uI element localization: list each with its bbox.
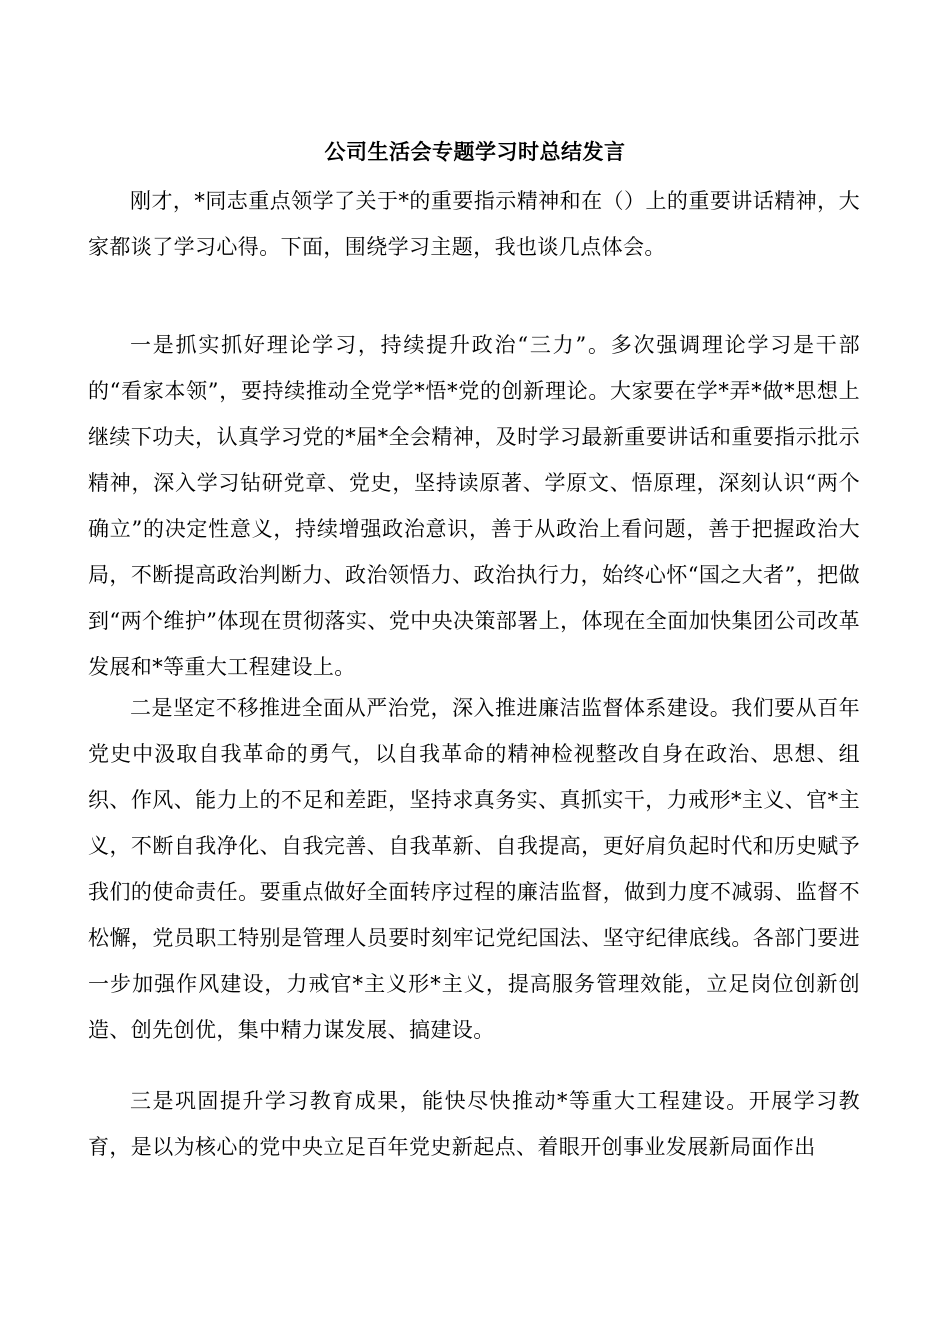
paragraph-point-one: 一是抓实抓好理论学习，持续提升政治“三力”。多次强调理论学习是干部的“看家本领”，要持续推动全党学*悟*党的创新理论。大家要在学*弄*做*思想上继续下功夫，认真学习党的*届*全会精神，及时学习最新重要讲话和重要指示批示精神，深入学习钻研党章、党史，坚持读原著、学原文、悟原理，深刻认识“两个确立”的决定性意义，持续增强政治意识，善于从政治上看问题，善于把握政治大局，不断提高政治判断力、政治领悟力、政治执行力，始终心怀“国之大者”，把做到“两个维护”体现在贯彻落实、党中央决策部署上，体现在全面加快集团公司改革发展和*等重大工程建设上。 bbox=[88, 333, 860, 679]
paragraph-point-three: 三是巩固提升学习教育成果，能快尽快推动*等重大工程建设。开展学习教育，是以为核心的党中央立足百年党史新起点、着眼开创事业发展新局面作出 bbox=[88, 1089, 860, 1159]
paragraph-intro: 刚才，*同志重点领学了关于*的重要指示精神和在（）上的重要讲话精神，大家都谈了学习心得。下面，围绕学习主题，我也谈几点体会。 bbox=[88, 189, 860, 259]
document-title: 公司生活会专题学习时总结发言 bbox=[324, 139, 626, 164]
paragraph-point-two: 二是坚定不移推进全面从严治党，深入推进廉洁监督体系建设。我们要从百年党史中汲取自我革命的勇气，以自我革命的精神检视整改自身在政治、思想、组织、作风、能力上的不足和差距，坚持求真务实、真抓实干，力戒形*主义、官*主义，不断自我净化、自我完善、自我革新、自我提高，更好肩负起时代和历史赋予我们的使命责任。要重点做好全面转序过程的廉洁监督，做到力度不减弱、监督不松懈，党员职工特别是管理人员要时刻牢记党纪国法、坚守纪律底线。各部门要进一步加强作风建设，力戒官*主义形*主义，提高服务管理效能，立足岗位创新创造、创先创优，集中精力谋发展、搞建设。 bbox=[88, 696, 860, 1042]
